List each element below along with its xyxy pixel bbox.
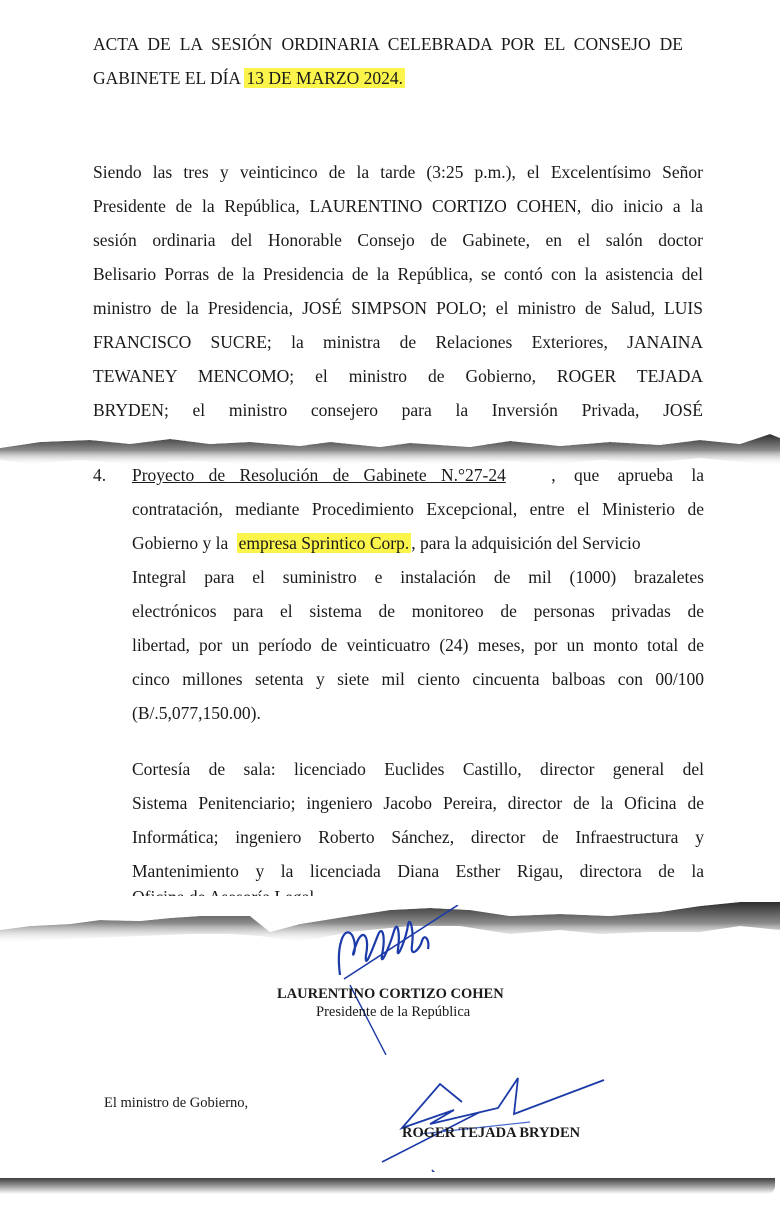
item-line-suffix: , para la adquisición del Servicio bbox=[411, 533, 641, 553]
document-title-line-2 bbox=[93, 67, 405, 89]
president-signature bbox=[330, 905, 470, 1055]
courtesy-line: Mantenimiento y la licenciada Diana Esther Rigau, directora de la bbox=[132, 861, 704, 881]
item-line: electrónicos para el sistema de monitoreo de personas privadas de bbox=[132, 601, 704, 621]
item-line: contratación, mediante Procedimiento Excepcional, entre el Ministerio de bbox=[132, 499, 704, 519]
resolution-title-link: Proyecto de Resolución de Gabinete N.°27-24 bbox=[132, 465, 506, 485]
item-amount: (B/.5,077,150.00). bbox=[132, 703, 261, 723]
courtesy-line: Sistema Penitenciario; ingeniero Jacobo Pereira, director de la Oficina de bbox=[132, 793, 704, 813]
item-line-prefix: Gobierno y la bbox=[132, 533, 233, 553]
title-prefix: GABINETE EL DÍA bbox=[93, 68, 245, 88]
highlighted-date: 13 DE MARZO 2024. bbox=[246, 68, 404, 88]
page-bottom-shadow bbox=[0, 1178, 775, 1194]
document-title-line-1: ACTA DE LA SESIÓN ORDINARIA CELEBRADA POR EL CONSEJO DE bbox=[93, 34, 683, 54]
courtesy-line: Informática; ingeniero Roberto Sánchez, director de Infraestructura y bbox=[132, 827, 704, 847]
item-line: libertad, por un período de veinticuatro (24) meses, por un monto total de bbox=[132, 635, 704, 655]
intro-line: TEWANEY MENCOMO; el ministro de Gobierno, ROGER TEJADA bbox=[93, 366, 703, 386]
minister-name: ROGER TEJADA BRYDEN bbox=[402, 1125, 581, 1141]
intro-line: Siendo las tres y veinticinco de la tarde (3:25 p.m.), el Excelentísimo Señor bbox=[93, 162, 703, 182]
item-title-line bbox=[132, 464, 704, 486]
item-title-rest: , que aprueba la bbox=[551, 465, 704, 485]
minister-label: El ministro de Gobierno, bbox=[104, 1095, 249, 1111]
item-line: cinco millones setenta y siete mil ciento cincuenta balboas con 00/100 bbox=[132, 669, 704, 689]
intro-line: ministro de la Presidencia, JOSÉ SIMPSON POLO; el ministro de Salud, LUIS bbox=[93, 298, 703, 318]
intro-line: FRANCISCO SUCRE; la ministra de Relaciones Exteriores, JANAINA bbox=[93, 332, 703, 352]
intro-line: Belisario Porras de la Presidencia de la República, se contó con la asistencia del bbox=[93, 264, 703, 284]
courtesy-line: Cortesía de sala: licenciado Euclides Castillo, director general del bbox=[132, 759, 704, 779]
item-line: Integral para el suministro e instalación de mil (1000) brazaletes bbox=[132, 567, 704, 587]
intro-line: sesión ordinaria del Honorable Consejo de Gabinete, en el salón doctor bbox=[93, 230, 703, 250]
intro-line: Presidente de la República, LAURENTINO CORTIZO COHEN, dio inicio a la bbox=[93, 196, 703, 216]
item-number: 4. bbox=[93, 465, 107, 485]
intro-line: BRYDEN; el ministro consejero para la Inversión Privada, JOSÉ bbox=[93, 400, 703, 420]
item-line bbox=[132, 532, 704, 554]
president-title: Presidente de la República bbox=[316, 1004, 471, 1020]
president-name: LAURENTINO CORTIZO COHEN bbox=[277, 986, 504, 1002]
highlighted-company: empresa Sprintico Corp. bbox=[238, 533, 410, 553]
